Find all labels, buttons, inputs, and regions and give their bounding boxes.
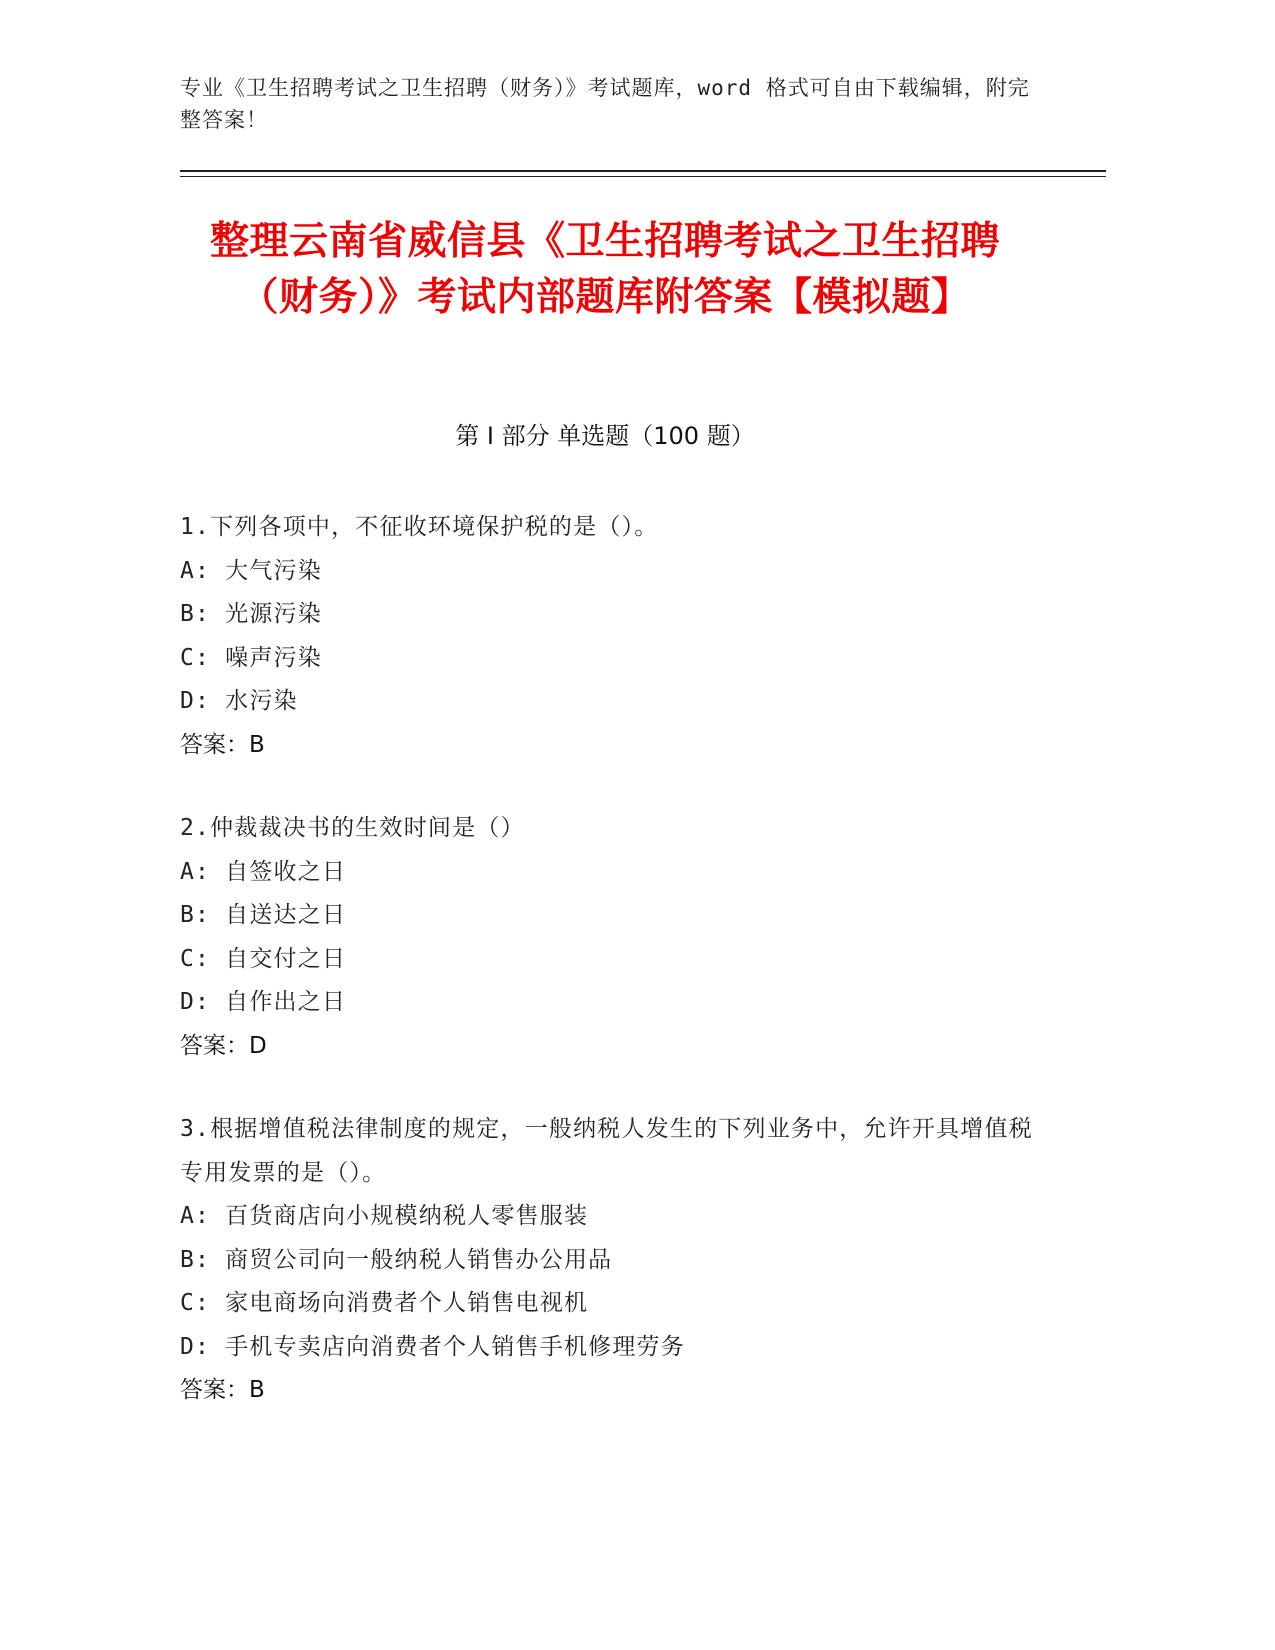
question-3: [180, 1108, 1040, 1413]
option-a: A: 大气污染: [180, 557, 322, 584]
header-divider-thick: [180, 170, 1106, 172]
option-c: C: 噪声污染: [180, 644, 322, 671]
option-b: B: 自送达之日: [180, 902, 347, 928]
option-a: A: 百货商店向小规模纳税人零售服装: [180, 1203, 589, 1229]
answer-line: 答案：B: [180, 731, 265, 758]
option-b: B: 商贸公司向一般纳税人销售办公用品: [180, 1246, 613, 1273]
header-divider-thin: [180, 176, 1106, 177]
question-list: [180, 506, 1040, 1453]
document-title: 整理云南省威信县《卫生招聘考试之卫生招聘（财务）》考试内部题库附答案【模拟题】: [209, 219, 1000, 320]
question-stem: 2.仲裁裁决书的生效时间是（）: [180, 815, 525, 841]
question-1: [180, 506, 1040, 767]
option-c: C: 家电商场向消费者个人销售电视机: [180, 1290, 589, 1316]
option-b: B: 光源污染: [180, 601, 322, 627]
question-2: [180, 807, 1040, 1068]
section-title: 第 I 部分 单选题（100 题）: [455, 422, 755, 450]
question-stem: 1.下列各项中，不征收环境保护税的是（）。: [180, 514, 659, 540]
option-c: C: 自交付之日: [180, 945, 347, 972]
answer-line: 答案：B: [180, 1377, 265, 1403]
header-note: 专业《卫生招聘考试之卫生招聘（财务）》考试题库，word 格式可自由下载编辑，附完整答案！: [180, 76, 1030, 132]
option-a: A: 自签收之日: [180, 858, 347, 885]
option-d: D: 水污染: [180, 688, 298, 714]
answer-line: 答案：D: [180, 1032, 267, 1059]
question-stem: 3.根据增值税法律制度的规定，一般纳税人发生的下列业务中，允许开具增值税专用发票的是（）。: [180, 1116, 1033, 1186]
option-d: D: 手机专卖店向消费者个人销售手机修理劳务: [180, 1333, 685, 1360]
option-d: D: 自作出之日: [180, 989, 347, 1015]
